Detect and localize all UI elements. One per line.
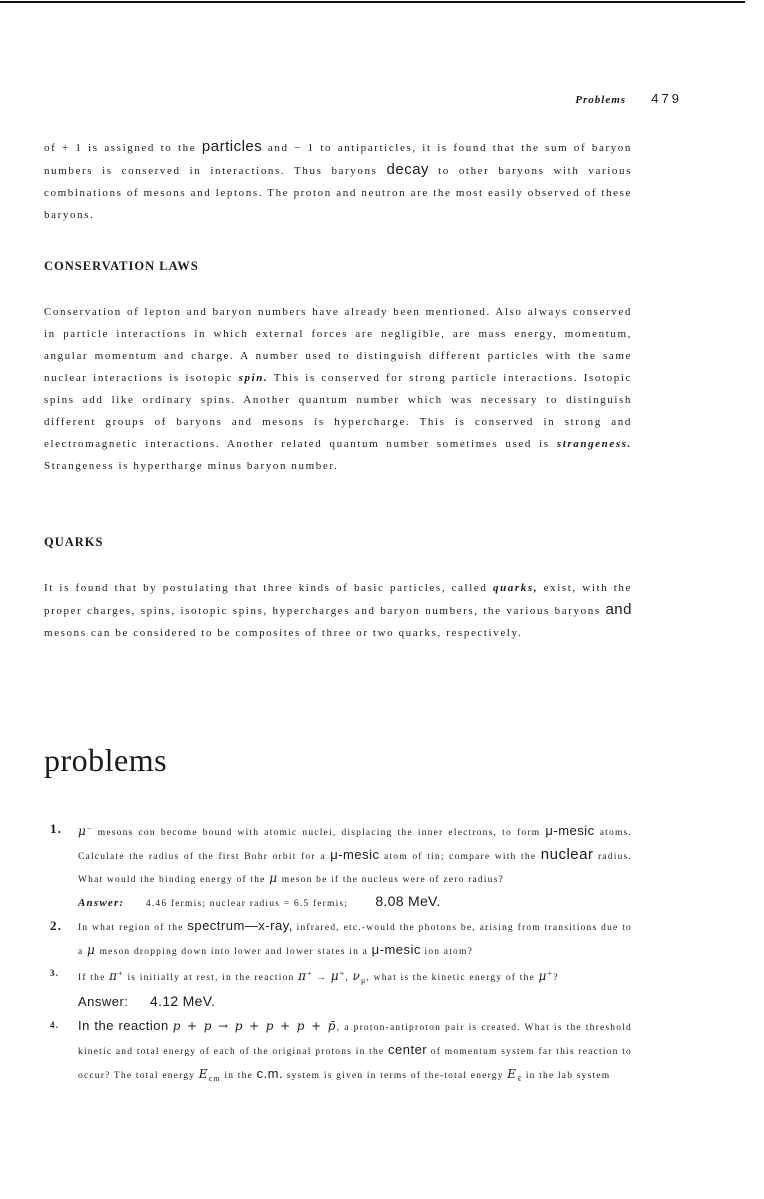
problems-title: problems [44,742,168,778]
problems-list [50,818,632,1089]
problem-3-answer: Answer: 4.12 MeV. [78,993,216,1010]
quarks-paragraph: It is found that by postulating that three kinds of basic particles, called quarks, exist, with the proper charges, spins, isotopic spins, hypercharges and baryon numbers, the various baryons and mesons can be considered to be composites of three or two quarks, respectively. [44,582,633,639]
running-head [575,91,682,107]
problem-number: 3. [50,968,60,979]
problem-1: 1. μ− mesons con become bound with atomic nuclei, displacing the inner electrons, to form μ-mesic atoms. Calculate the radius of the first Bohr orbit for a μ-mesic atom of tin; compare with the nuclear radius. What would the binding energy of the μ meson be if the nucleus were of zero radius? Answer: 4.46 fermis; nuclear radius = 6.5 fermis; 8.08 MeV. [50,818,632,915]
problem-4: 4. In the reaction p + p → p + p + p + p̄, a proton-antiproton pair is created. What is the threshold kinetic and total energy of each of the original protons in the center of momentum system far this reaction to occur? The total energy $E_{cm}$ in the c.m. system is given in terms of the-total energy $E_\ell$ in the lab system [50,1015,632,1089]
problem-3: 3. If the π+ is initially at rest, in the reaction π+ → μ+, $\nu_\mu$, what is the kinetic energy of the μ+? Answer: 4.12 MeV. [50,963,632,1015]
top-rule [0,1,745,3]
running-head-title: Problems [575,94,627,106]
problem-2: 2. In what region of the spectrum—x-ray, infrared, etc.-would the photons be, arising from transitions due to a μ meson dropping down into lower and lower states in a μ-mesic ion atom? [50,915,632,963]
problem-number: 2. [50,918,63,934]
conservation-paragraph: Conservation of lepton and baryon numbers have already been mentioned. Also always conserved in particle interactions in which external forces are negligible, are mass energy, momentum, angular momentum and charge. A number used to distinguish different particles with the same nuclear interactions is isotopic spin. This is conserved for strong particle interactions. Isotopic spins add like ordinary spins. Another quantum number which was necessary to distinguish different groups of baryons and mesons is hypercharge. This is conserved in strong and electromagnetic interactions. Another related quantum number sometimes used is strangeness. Strangeness is hypertharge minus baryon number. [44,306,632,472]
problem-number: 1. [50,821,63,836]
section-heading-quarks: QUARKS [44,535,104,549]
section-heading-conservation-laws: CONSERVATION LAWS [44,259,199,273]
problem-1-answer: Answer: 4.46 fermis; nuclear radius = 6.5 fermis; 8.08 MeV. [78,893,441,910]
intro-paragraph: of + 1 is assigned to the particles and − 1 to antiparticles, it is found that the sum of baryon numbers is conserved in interactions. Thus baryons decay to other baryons with various combinations of mesons and leptons. The proton and neutron are the most easily observed of these baryons. [44,138,633,221]
problem-number: 4. [50,1020,60,1031]
page-number: 479 [651,91,682,106]
